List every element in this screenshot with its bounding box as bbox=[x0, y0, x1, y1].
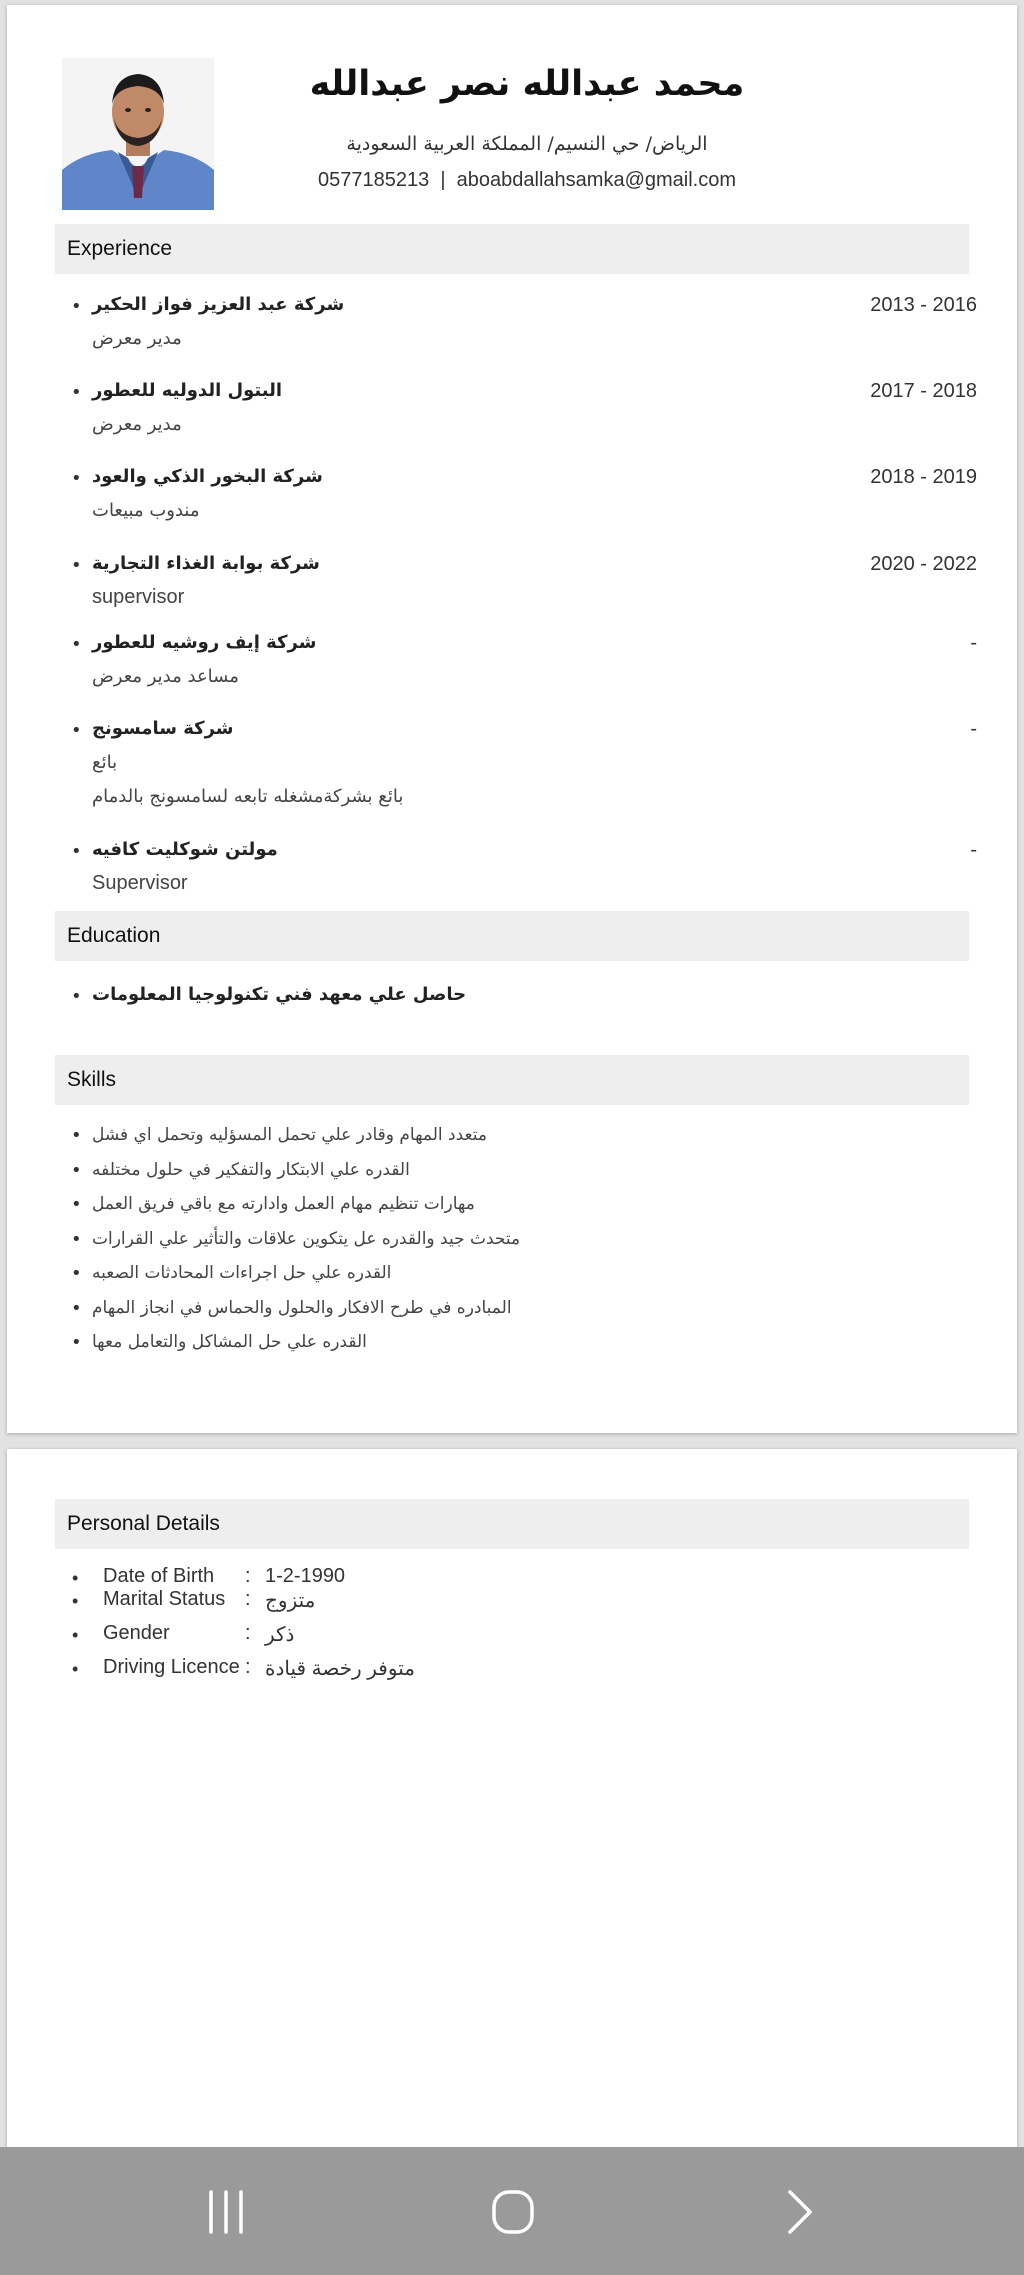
contact-separator: | bbox=[440, 169, 446, 191]
detail-label: Marital Status bbox=[103, 1588, 226, 1610]
bullet: • bbox=[71, 720, 82, 741]
home-icon bbox=[473, 2177, 553, 2247]
company-name: شركة بوابة الغذاء التجارية bbox=[92, 553, 320, 574]
skill-text: القدره علي حل اجراءات المحادثات الصعبه bbox=[92, 1263, 392, 1283]
detail-label: Driving Licence bbox=[103, 1656, 240, 1678]
resume-page-1 bbox=[7, 5, 1017, 1433]
detail-colon: : bbox=[245, 1622, 251, 1644]
job-title: مدير معرض bbox=[92, 328, 182, 349]
job-title: بائع bbox=[92, 752, 118, 773]
employment-years: 2017 - 2018 bbox=[870, 380, 977, 402]
detail-value: متزوج bbox=[265, 1590, 316, 1612]
education-section-header: Education bbox=[55, 911, 969, 961]
employment-years: 2020 - 2022 bbox=[870, 553, 977, 575]
experience-section-header: Experience bbox=[55, 224, 969, 274]
bullet: • bbox=[71, 1263, 82, 1284]
candidate-address: الرياض/ حي النسيم/ المملكة العربية السعودية bbox=[346, 133, 708, 155]
skill-text: مهارات تنظيم مهام العمل وادارته مع باقي فريق العمل bbox=[92, 1194, 475, 1214]
skill-item bbox=[62, 1261, 962, 1296]
skill-item bbox=[62, 1227, 962, 1262]
personal-detail-row bbox=[67, 1588, 667, 1614]
employment-years: - bbox=[970, 632, 977, 654]
bullet: • bbox=[71, 1228, 82, 1250]
skills-list bbox=[62, 1123, 962, 1365]
job-description: بائع بشركةمشغله تابعه لسامسونج بالدمام bbox=[92, 786, 404, 807]
bullet: • bbox=[72, 1568, 79, 1588]
back-button[interactable] bbox=[760, 2177, 840, 2247]
skill-text: القدره علي حل المشاكل والتعامل معها bbox=[92, 1332, 367, 1352]
education-title: حاصل علي معهد فني تكنولوجيا المعلومات bbox=[92, 984, 467, 1005]
bullet: • bbox=[71, 986, 82, 1007]
skill-text: القدره علي الابتكار والتفكير في حلول مختلفه bbox=[92, 1159, 410, 1180]
recent-apps-icon bbox=[186, 2177, 266, 2247]
bullet: • bbox=[72, 1625, 79, 1645]
detail-label: Date of Birth bbox=[103, 1565, 215, 1587]
detail-value: 1-2-1990 bbox=[265, 1565, 346, 1587]
candidate-name: محمد عبدالله نصر عبدالله bbox=[309, 64, 745, 104]
detail-label: Gender bbox=[103, 1622, 170, 1644]
skill-text: المبادره في طرح الافكار والحلول والحماس في انجاز المهام bbox=[92, 1297, 512, 1318]
phone-number[interactable]: 0577185213 bbox=[317, 169, 430, 191]
detail-colon: : bbox=[245, 1588, 251, 1610]
skill-item bbox=[62, 1158, 962, 1193]
bullet: • bbox=[71, 382, 82, 403]
company-name: شركة عبد العزيز فواز الحكير bbox=[92, 294, 345, 315]
company-name: مولتن شوكليت كافيه bbox=[92, 839, 278, 860]
skill-item bbox=[62, 1330, 962, 1365]
bullet: • bbox=[71, 1297, 82, 1319]
skill-item bbox=[62, 1192, 962, 1227]
recent-apps-button[interactable] bbox=[186, 2177, 266, 2247]
job-title: Supervisor bbox=[92, 872, 188, 894]
skill-item bbox=[62, 1296, 962, 1331]
bullet: • bbox=[72, 1591, 79, 1611]
skill-text: متعدد المهام وقادر علي تحمل المسؤليه وتحمل اي فشل bbox=[92, 1125, 487, 1145]
android-navigation-bar bbox=[0, 2147, 1024, 2275]
job-title: مندوب مبيعات bbox=[92, 500, 200, 521]
personal-detail-row bbox=[67, 1622, 667, 1648]
job-title: مساعد مدير معرض bbox=[92, 666, 239, 687]
bullet: • bbox=[71, 468, 82, 489]
skill-item bbox=[62, 1123, 962, 1158]
back-icon bbox=[760, 2177, 840, 2247]
home-button[interactable] bbox=[473, 2177, 553, 2247]
detail-value: ذكر bbox=[265, 1624, 295, 1646]
profile-photo bbox=[62, 58, 214, 210]
job-title: supervisor bbox=[92, 586, 185, 608]
bullet: • bbox=[71, 555, 82, 576]
bullet: • bbox=[71, 1332, 82, 1353]
contact-line bbox=[227, 169, 827, 192]
job-title: مدير معرض bbox=[92, 414, 182, 435]
email-address[interactable]: aboabdallahsamka@gmail.com bbox=[456, 169, 737, 191]
bullet: • bbox=[71, 1194, 82, 1215]
detail-colon: : bbox=[245, 1656, 251, 1678]
bullet: • bbox=[71, 1159, 82, 1181]
bullet: • bbox=[72, 1659, 79, 1679]
company-name: شركة البخور الذكي والعود bbox=[92, 466, 323, 487]
employment-years: 2013 - 2016 bbox=[870, 294, 977, 316]
bullet: • bbox=[71, 634, 82, 655]
company-name: شركة إيف روشيه للعطور bbox=[92, 632, 317, 653]
skill-text: متحدث جيد والقدره عل يتكوين علاقات والتأثير علي القرارات bbox=[92, 1228, 521, 1249]
detail-value: متوفر رخصة قيادة bbox=[265, 1658, 415, 1680]
company-name: البتول الدوليه للعطور bbox=[92, 380, 283, 401]
personal-detail-row bbox=[67, 1656, 667, 1682]
employment-years: - bbox=[970, 839, 977, 861]
bullet: • bbox=[71, 1125, 82, 1146]
bullet: • bbox=[71, 296, 82, 317]
personal-details-section-header: Personal Details bbox=[55, 1499, 969, 1549]
bullet: • bbox=[71, 841, 82, 862]
employment-years: 2018 - 2019 bbox=[870, 466, 977, 488]
employment-years: - bbox=[970, 718, 977, 740]
skills-section-header: Skills bbox=[55, 1055, 969, 1105]
company-name: شركة سامسونج bbox=[92, 718, 234, 739]
detail-colon: : bbox=[245, 1565, 251, 1587]
